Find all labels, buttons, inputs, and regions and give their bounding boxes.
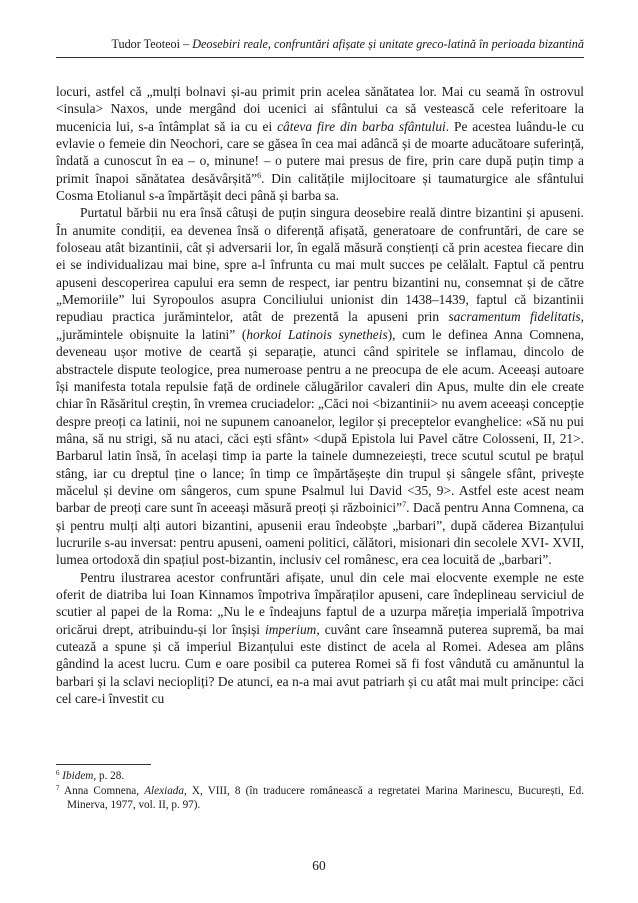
italic-span: Alexiada xyxy=(144,784,184,797)
running-header xyxy=(56,36,584,52)
text-span: Purtatul bărbii nu era însă câtuși de puțin singura deosebire reală dintre bizantini și apuseni. În anumite condiții, ea devenea însă o diferență afișată, generatoare de confruntări, de care se foloseau atât bizantinii, cât și adversarii lor, în egală măsură conștienți că prin acestea fiecare din ei se individualizau mai bine, spre a-l înfrunta cu mai mult succes pe celălalt. Faptul că pentru apuseni descoperirea capului era semn de respect, iar pentru bizantini nu, consemnat și de către „Memoriile” lui Syropoulos asupra Conciliului unionist din 1438–1439, faptul că bizantinii repudiau practica jurămintelor, atât de prezentă la apuseni prin xyxy=(56,205,584,325)
page-number: 60 xyxy=(312,858,326,873)
italic-span: sacramentum fidelitatis xyxy=(448,309,581,325)
text-span: . Din calitățile mijlocitoare și taumaturgice ale sfântului Cosma Etolianul s-a împărtășit deci până și barba sa. xyxy=(56,170,584,204)
footnotes xyxy=(56,769,584,813)
footnote-number: 6 xyxy=(56,769,60,777)
header-title: Deosebiri reale, confruntări afișate și unitate greco-latină în perioada bizantină xyxy=(192,37,584,51)
text-span: , p. 28. xyxy=(93,770,125,782)
italic-span: Ibidem xyxy=(62,770,94,782)
main-text xyxy=(56,83,584,707)
text-span: Anna Comnena, xyxy=(64,784,145,797)
text-span: , X, VIII, 8 (în traducere românească a regretatei Marina Marinescu, București, Ed. Minerva, 1977, vol. II, p. 97). xyxy=(67,784,585,812)
text-span: , cuvânt care înseamnă puterea supremă, ba mai cutează a spune și că imperiul Bizanțului este distinct de acela al Romei. Adesea am plâns gândind la acest lucru. Cum e oare posibil ca puterea Romei să fi fost vândută cu amănuntul la barbari și la sclavi neciopliți? De atunci, ea n-a mai avut patriarh și cu atât mai mult principe: căci cel care-i învestit cu xyxy=(56,621,584,707)
paragraph xyxy=(56,569,584,708)
footnote xyxy=(56,769,584,784)
footnote-reference: 6 xyxy=(257,170,262,180)
text-span: . Pe acestea luându-le cu evlavie o femeie din Neochori, care se găsea în cea mai adâncă și de moarte aducătoare suferință, îndată a cunoscut în ea – o, minune! – o putere mai presus de fire, prin care după puțin timp a primit înapoi sănătatea desăvârșită” xyxy=(56,118,584,186)
text-span: ), cum le definea Anna Comnena, deveneau ușor motive de ceartă și separație, atunci când spiritele se inflamau, dincolo de abstractele dispute teologice, prea numeroase pentru a ne preocupa de ele acum. Aceeași autoare își manifesta totala repulsie față de ordinele călugărilor cavaleri din Apus, multe din ele create chiar în Răsăritul creștin, în vremea cruciadelor: „Căci noi <bizantinii> nu avem aceeași concepție despre preoți ca latinii, noi ne supunem canoanelor, legilor și preceptelor evanghelice: «Să nu pui mâna, să nu strigi, să nu ataci, căci ești sfânt» <după Epistola lui Pavel către Colosseni, II, 21>. Barbarul latin însă, în același timp ia parte la tainele dumnezeiești, trece scutul scutul pe brațul stâng, iar cu dreptul ține o lance; în timp ce împărtășește din trupul și sângele sfânt, privește măcelul și devine om sângeros, cum spune Psalmul lui David <35, 9>. Astfel este acest neam barbar de preoți care sunt în aceeași măsură preoți și războinici” xyxy=(56,326,584,516)
italic-span: câteva fire din barba sfântului xyxy=(277,118,446,134)
footnote xyxy=(56,784,584,813)
text-span: , „jurămintele obișnuite la latini” ( xyxy=(56,309,584,342)
paragraph xyxy=(56,204,584,568)
italic-span: imperium xyxy=(265,621,317,637)
text-span: Pentru ilustrarea acestor confruntări afișate, unul din cele mai elocvente exemple ne este oferit de diatriba lui Ioan Kinnamos împotriva împăraților apuseni, care îndeplineau serviciul de scutier al papei de la Roma: „Nu le e îndeajuns faptul de a uzurpa măreția imperială împotriva oricărui drept, atribuindu-și lor înșiși xyxy=(56,569,584,637)
paragraph xyxy=(56,83,584,204)
footnote-number: 7 xyxy=(56,783,60,792)
italic-span: horkoi Latinois synetheis xyxy=(246,326,388,342)
header-author: Tudor Teoteoi xyxy=(111,37,181,51)
header-separator: – xyxy=(180,37,193,51)
footnote-reference: 7 xyxy=(402,500,407,510)
footnote-rule xyxy=(56,764,151,765)
header-rule xyxy=(56,57,584,58)
text-span: locuri, astfel că „mulți bolnavi și-au primit prin acelea sănătatea lor. Mai cu seamă în ostrovul <insula> Naxos, unde mergând doi ucenici ai sfântului ca să vestească cele referitoare la mucenicia lui, s-a întâmplat să ia cu ei xyxy=(56,84,584,134)
text-span: . Dacă pentru Anna Comnena, ca și pentru mulți alți autori bizantini, apusenii erau îndeobște „barbari”, după căderea Bizanțului lucrurile s-au inversat: pentru apuseni, oameni politici, călători, misionari din secolele XVI- XVII, lumea ortodoxă din spațiul post-bizantin, inclusiv cel românesc, era cea locuită de „barbari”. xyxy=(56,500,584,568)
